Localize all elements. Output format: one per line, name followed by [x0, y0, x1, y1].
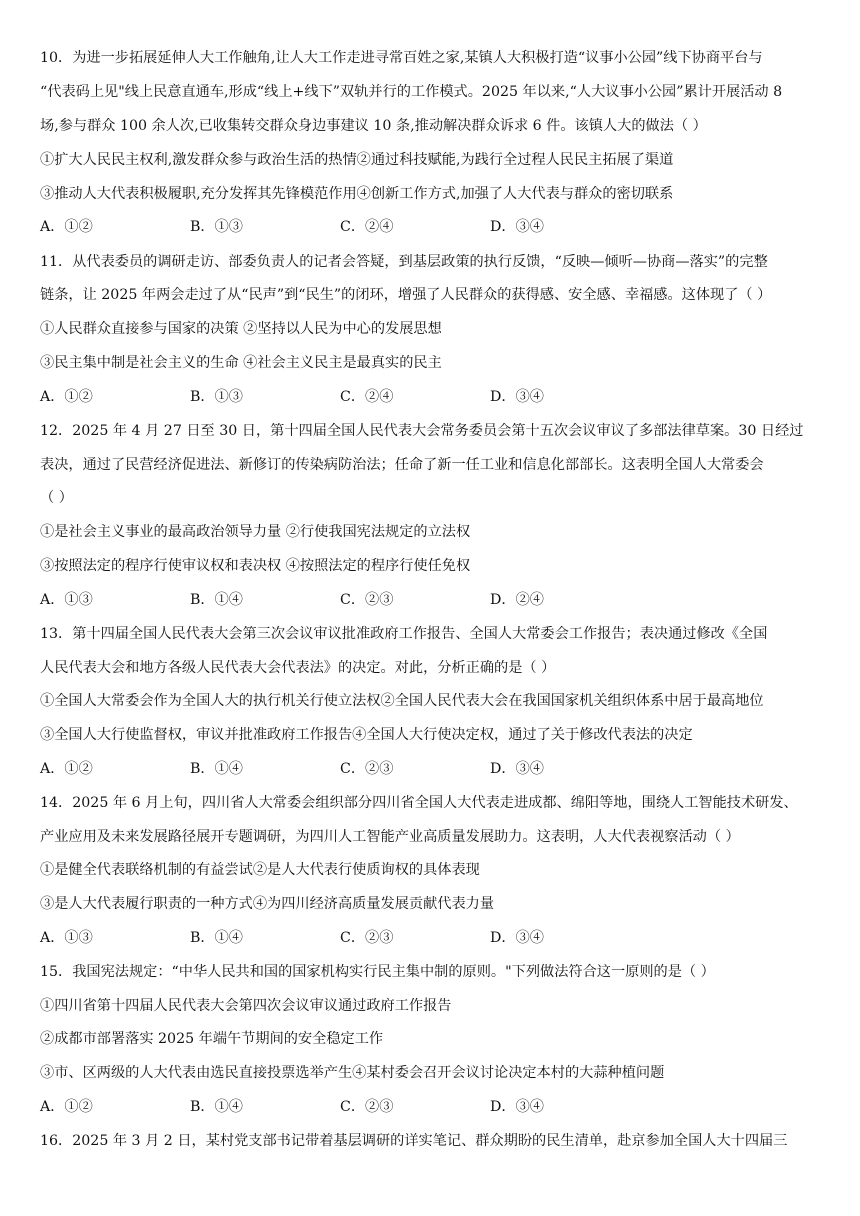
option-d[interactable]: D．③④: [490, 930, 544, 946]
option-d[interactable]: D．②④: [490, 592, 544, 608]
option-c[interactable]: C．②③: [340, 1099, 394, 1115]
question-15-statement-line-2: ②成都市部署落实 2025 年端午节期间的安全稳定工作: [40, 1031, 384, 1047]
question-14-stem-line-1: 14．2025 年 6 月上旬，四川省人大常委会组织部分四川省全国人大代表走进成都、绵阳等地，围绕人工智能技术研发、: [40, 795, 798, 811]
option-b[interactable]: B．①④: [190, 761, 243, 777]
question-13-statement-line-1: ①全国人大常委会作为全国人大的执行机关行使立法权②全国人民代表大会在我国国家机关组织体系中居于最高地位: [40, 693, 764, 709]
question-11-statement-line-2: ③民主集中制是社会主义的生命 ④社会主义民主是最真实的民主: [40, 355, 442, 371]
question-12-stem-line-3: （ ）: [40, 490, 73, 506]
option-a[interactable]: A．①②: [40, 761, 93, 777]
option-b[interactable]: B．①③: [190, 219, 243, 235]
question-11-stem-line-2: 链条，让 2025 年两会走过了从“民声”到“民生”的闭环，增强了人民群众的获得感、安全感、幸福感。这体现了（ ）: [40, 287, 772, 303]
question-12-stem-line-1: 12．2025 年 4 月 27 日至 30 日，第十四届全国人民代表大会常务委员会第十五次会议审议了多部法律草案。30 日经过: [40, 423, 804, 439]
question-13-stem-line-2: 人民代表大会和地方各级人民代表大会代表法》的决定。对此，分析正确的是（ ）: [40, 660, 556, 676]
option-d[interactable]: D．③④: [490, 389, 544, 405]
option-b[interactable]: B．①④: [190, 592, 243, 608]
option-c[interactable]: C．②④: [340, 219, 394, 235]
question-11-options: [40, 386, 830, 408]
question-14-stem-line-2: 产业应用及未来发展路径展开专题调研，为四川人工智能产业高质量发展助力。这表明，人大代表视察活动（ ）: [40, 829, 740, 845]
question-13-options: [40, 758, 830, 780]
question-16-stem-line-1: 16．2025 年 3 月 2 日，某村党支部书记带着基层调研的详实笔记、群众期盼的民生清单，赴京参加全国人大十四届三: [40, 1133, 788, 1149]
option-a[interactable]: A．①②: [40, 219, 93, 235]
option-a[interactable]: A．①②: [40, 1099, 93, 1115]
question-12-options: [40, 589, 830, 611]
option-c[interactable]: C．②③: [340, 761, 394, 777]
question-15-options: [40, 1096, 830, 1118]
option-c[interactable]: C．②③: [340, 930, 394, 946]
option-b[interactable]: B．①④: [190, 1099, 243, 1115]
question-12-statement-line-1: ①是社会主义事业的最高政治领导力量 ②行使我国宪法规定的立法权: [40, 524, 471, 540]
option-d[interactable]: D．③④: [490, 761, 544, 777]
question-11-stem-line-1: 11．从代表委员的调研走访、部委负责人的记者会答疑，到基层政策的执行反馈，“反映—倾听—协商—落实”的完整: [40, 254, 768, 270]
question-15-statement-line-1: ①四川省第十四届人民代表大会第四次会议审议通过政府工作报告: [40, 998, 452, 1014]
option-b[interactable]: B．①④: [190, 930, 243, 946]
question-15-statement-line-3: ③市、区两级的人大代表由选民直接投票选举产生④某村委会召开会议讨论决定本村的大蒜种植问题: [40, 1065, 665, 1081]
option-c[interactable]: C．②③: [340, 592, 394, 608]
question-10-statement-line-1: ①扩大人民民主权利,激发群众参与政治生活的热情②通过科技赋能,为践行全过程人民民主拓展了渠道: [40, 152, 674, 168]
option-d[interactable]: D．③④: [490, 219, 544, 235]
option-a[interactable]: A．①③: [40, 592, 93, 608]
question-12-stem-line-2: 表决，通过了民营经济促进法、新修订的传染病防治法；任命了新一任工业和信息化部部长。这表明全国人大常委会: [40, 457, 764, 473]
question-10-stem-line-2: “代表码上见"线上民意直通车,形成“线上+线下”双轨并行的工作模式。2025 年以来,“人大议事小公园”累计开展活动 8: [40, 84, 783, 100]
question-11-statement-line-1: ①人民群众直接参与国家的决策 ②坚持以人民为中心的发展思想: [40, 321, 442, 337]
question-14-statement-line-2: ③是人大代表履行职责的一种方式④为四川经济高质量发展贡献代表力量: [40, 896, 495, 912]
question-10-stem-line-3: 场,参与群众 100 余人次,已收集转交群众身边事建议 10 条,推动解决群众诉求 6 件。该镇人大的做法（ ）: [40, 118, 707, 134]
option-a[interactable]: A．①③: [40, 930, 93, 946]
question-13-stem-line-1: 13．第十四届全国人民代表大会第三次会议审议批准政府工作报告、全国人大常委会工作报告；表决通过修改《全国: [40, 626, 768, 642]
question-10-stem-line-1: 10．为进一步拓展延伸人大工作触角,让人大工作走进寻常百姓之家,某镇人大积极打造“议事小公园”线下协商平台与: [40, 50, 763, 66]
option-b[interactable]: B．①③: [190, 389, 243, 405]
option-d[interactable]: D．③④: [490, 1099, 544, 1115]
question-13-statement-line-2: ③全国人大行使监督权，审议并批准政府工作报告④全国人大行使决定权，通过了关于修改代表法的决定: [40, 727, 693, 743]
question-14-statement-line-1: ①是健全代表联络机制的有益尝试②是人大代表行使质询权的具体表现: [40, 862, 480, 878]
question-15-stem-line-1: 15．我国宪法规定：“中华人民共和国的国家机构实行民主集中制的原则。"下列做法符合这一原则的是（ ）: [40, 964, 715, 980]
question-10-statement-line-2: ③推动人大代表积极履职,充分发挥其先锋模范作用④创新工作方式,加强了人大代表与群众的密切联系: [40, 186, 674, 202]
option-a[interactable]: A．①②: [40, 389, 93, 405]
question-10-options: [40, 216, 830, 238]
question-12-statement-line-2: ③按照法定的程序行使审议权和表决权 ④按照法定的程序行使任免权: [40, 558, 471, 574]
question-14-options: [40, 927, 830, 949]
option-c[interactable]: C．②④: [340, 389, 394, 405]
